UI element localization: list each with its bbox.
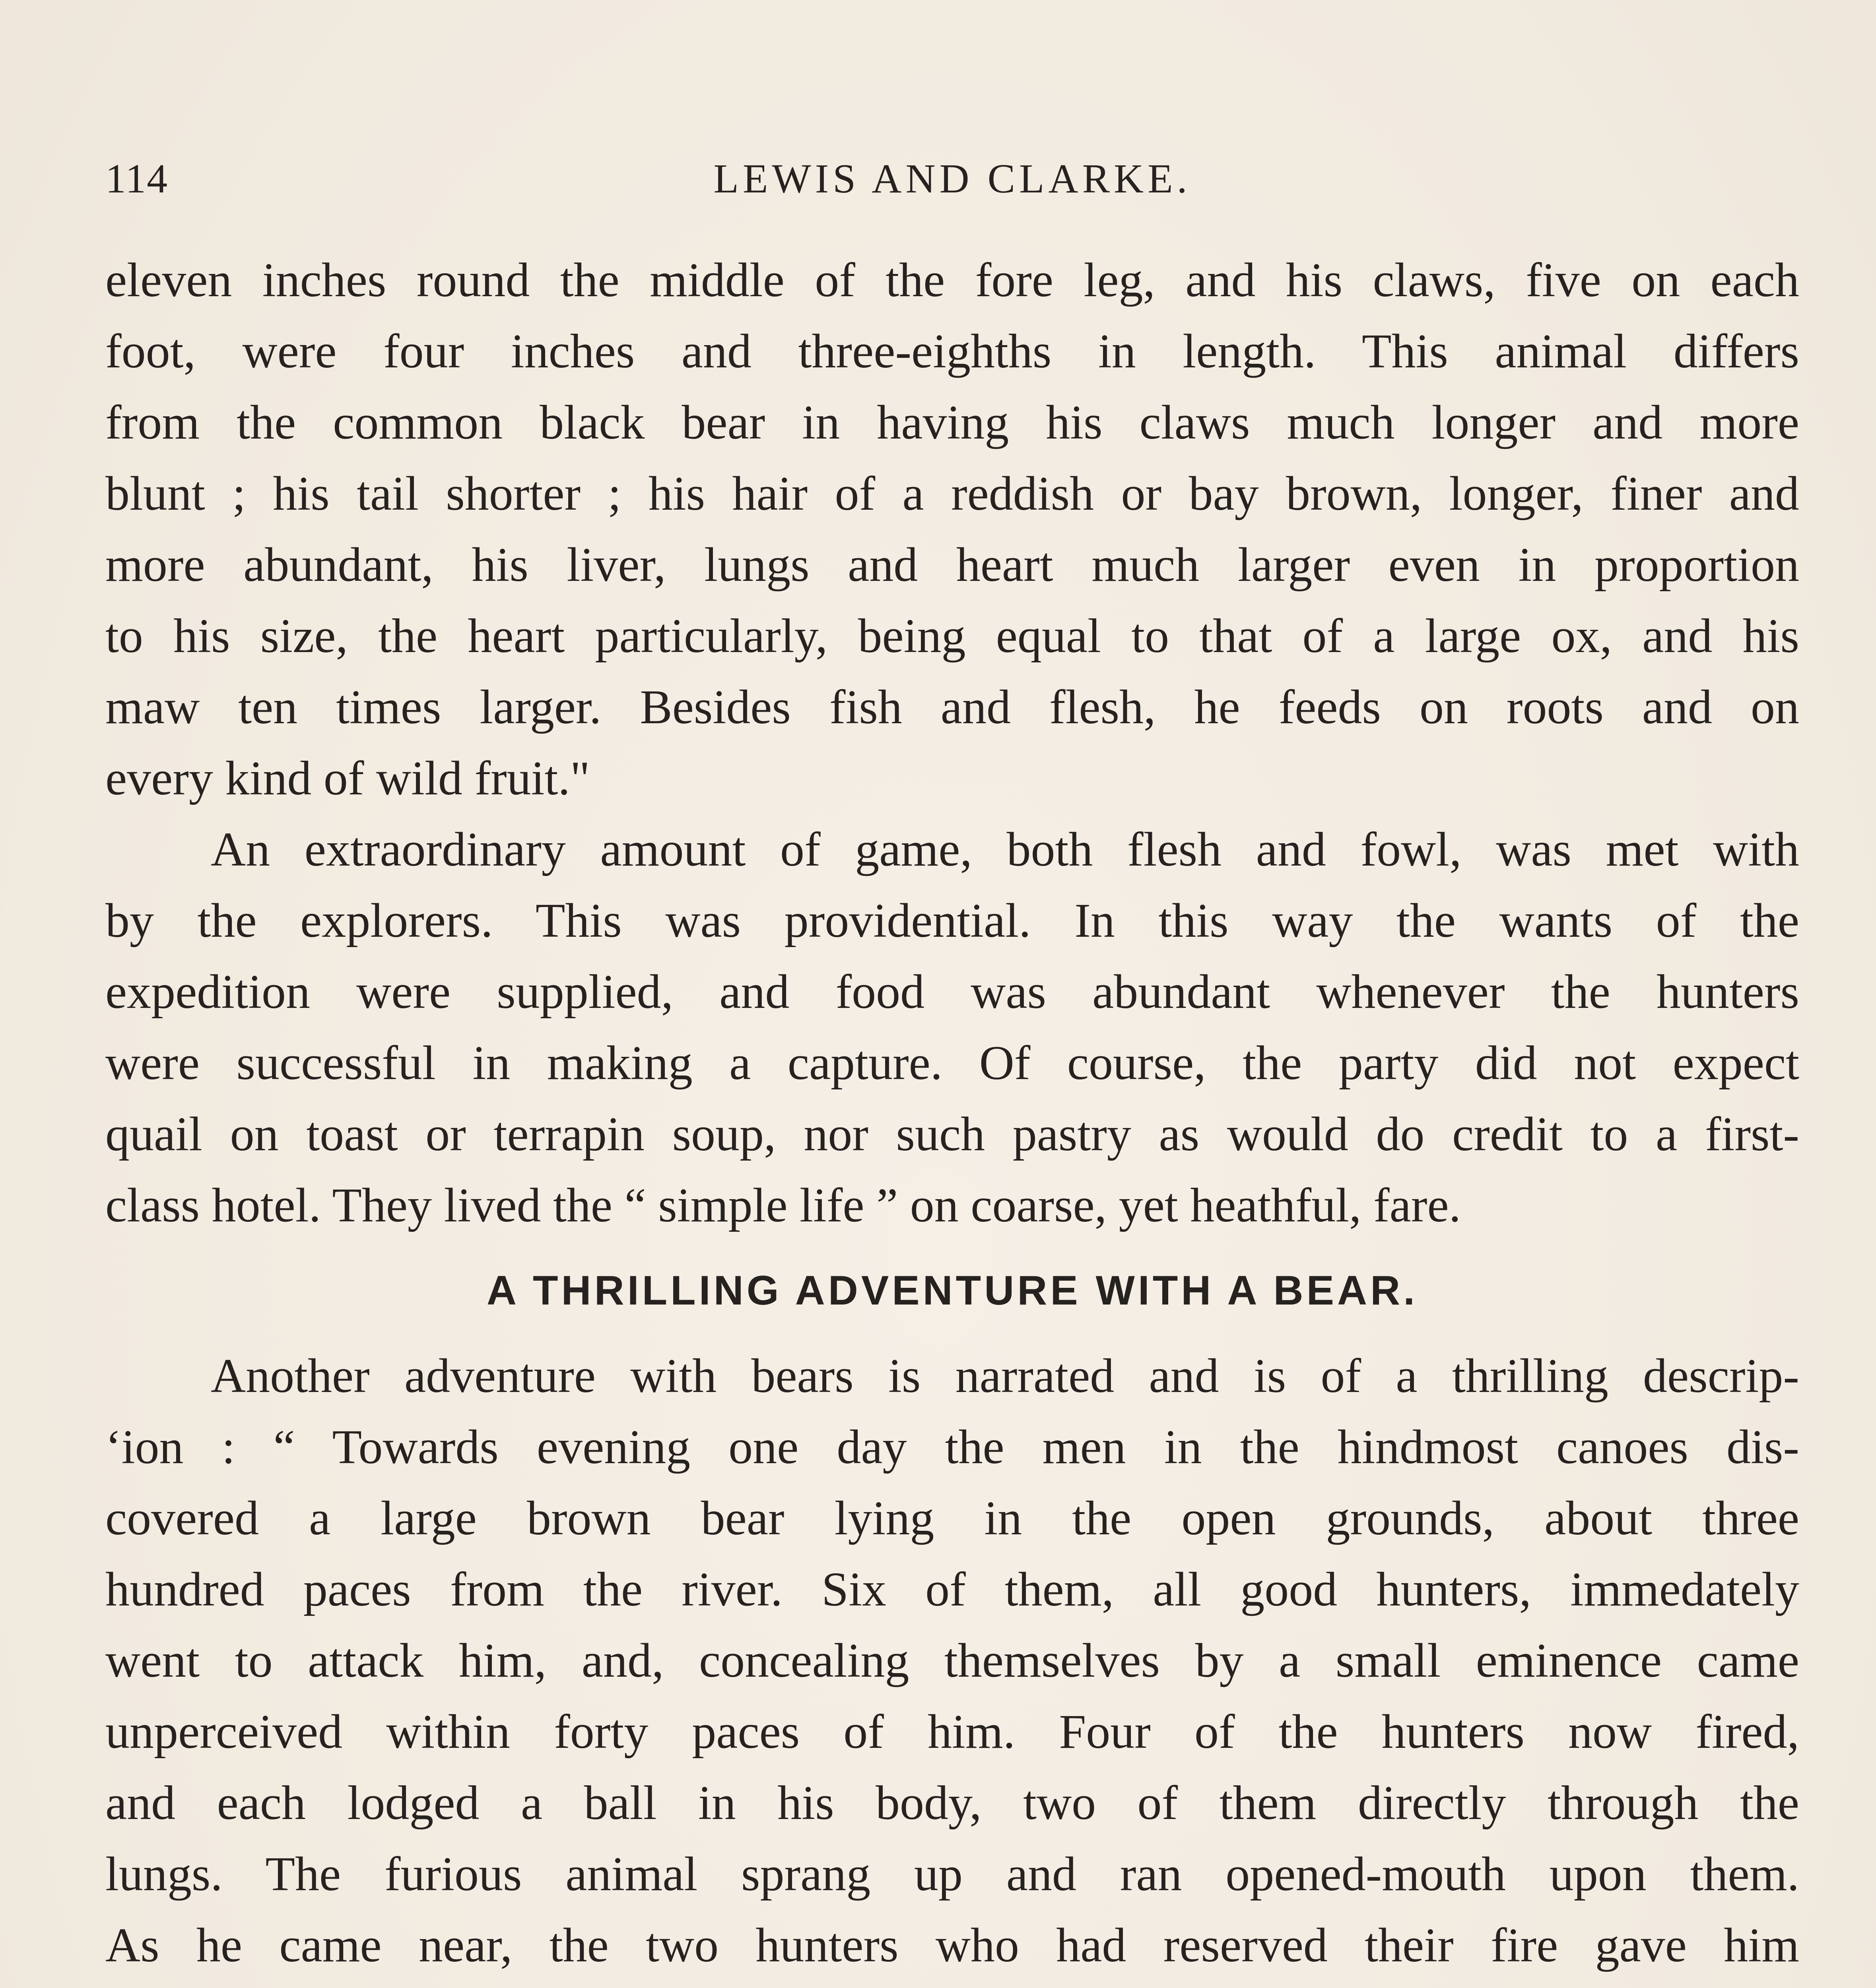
paragraph-game <box>105 814 1799 1241</box>
text-line: covered a large brown bear lying in the open grounds, about three <box>105 1491 1799 1545</box>
running-header <box>105 147 1799 211</box>
text-line: An extraordinary amount of game, both flesh and fowl, was met with <box>211 823 1799 876</box>
text-line: maw ten times larger. Besides fish and flesh, he feeds on roots and on <box>105 680 1799 734</box>
body-text <box>105 245 1799 1988</box>
page-number: 114 <box>105 156 169 202</box>
text-line: from the common black bear in having his claws much longer and more <box>105 396 1799 449</box>
text-line: unperceived within forty paces of him. Four of the hunters now fired, <box>105 1705 1799 1759</box>
text-line: quail on toast or terrapin soup, nor such pastry as would do credit to a first- <box>105 1107 1799 1161</box>
paragraph-adventure <box>105 1340 1799 1988</box>
text-line: by the explorers. This was providential. In this way the wants of the <box>105 894 1799 947</box>
text-line: went to attack him, and, concealing themselves by a small eminence came <box>105 1634 1799 1687</box>
paragraph-bear-description <box>105 245 1799 814</box>
text-line: Another adventure with bears is narrated and is of a thrilling descrip- <box>211 1349 1799 1403</box>
text-line: blunt ; his tail shorter ; his hair of a reddish or bay brown, longer, finer and <box>105 467 1799 520</box>
text-line: to his size, the heart particularly, being equal to that of a large ox, and his <box>105 609 1799 663</box>
text-line: hundred paces from the river. Six of them, all good hunters, immedately <box>105 1563 1799 1616</box>
text-line: As he came near, the two hunters who had reserved their fire gave him <box>105 1918 1799 1972</box>
text-line: eleven inches round the middle of the fore leg, and his claws, five on each <box>105 253 1799 307</box>
text-line: were successful in making a capture. Of course, the party did not expect <box>105 1036 1799 1090</box>
text-line: every kind of wild fruit." <box>105 751 590 805</box>
text-line: ‘ion : “ Towards evening one day the men in the hindmost canoes dis- <box>105 1420 1799 1474</box>
text-line: more abundant, his liver, lungs and heart much larger even in proportion <box>105 538 1799 592</box>
section-heading: A THRILLING ADVENTURE WITH A BEAR. <box>486 1268 1418 1314</box>
text-line: class hotel. They lived the “ simple life ” on coarse, yet heathful, fare. <box>105 1178 1461 1232</box>
text-line: lungs. The furious animal sprang up and ran opened-mouth upon them. <box>105 1847 1799 1901</box>
text-line: foot, were four inches and three-eighths in length. This animal differs <box>105 324 1799 378</box>
text-line <box>105 1981 1799 1988</box>
running-title: LEWIS AND CLARKE. <box>713 156 1191 202</box>
text-line: and each lodged a ball in his body, two of them directly through the <box>105 1776 1799 1830</box>
text-line: expedition were supplied, and food was abundant whenever the hunters <box>105 965 1799 1019</box>
